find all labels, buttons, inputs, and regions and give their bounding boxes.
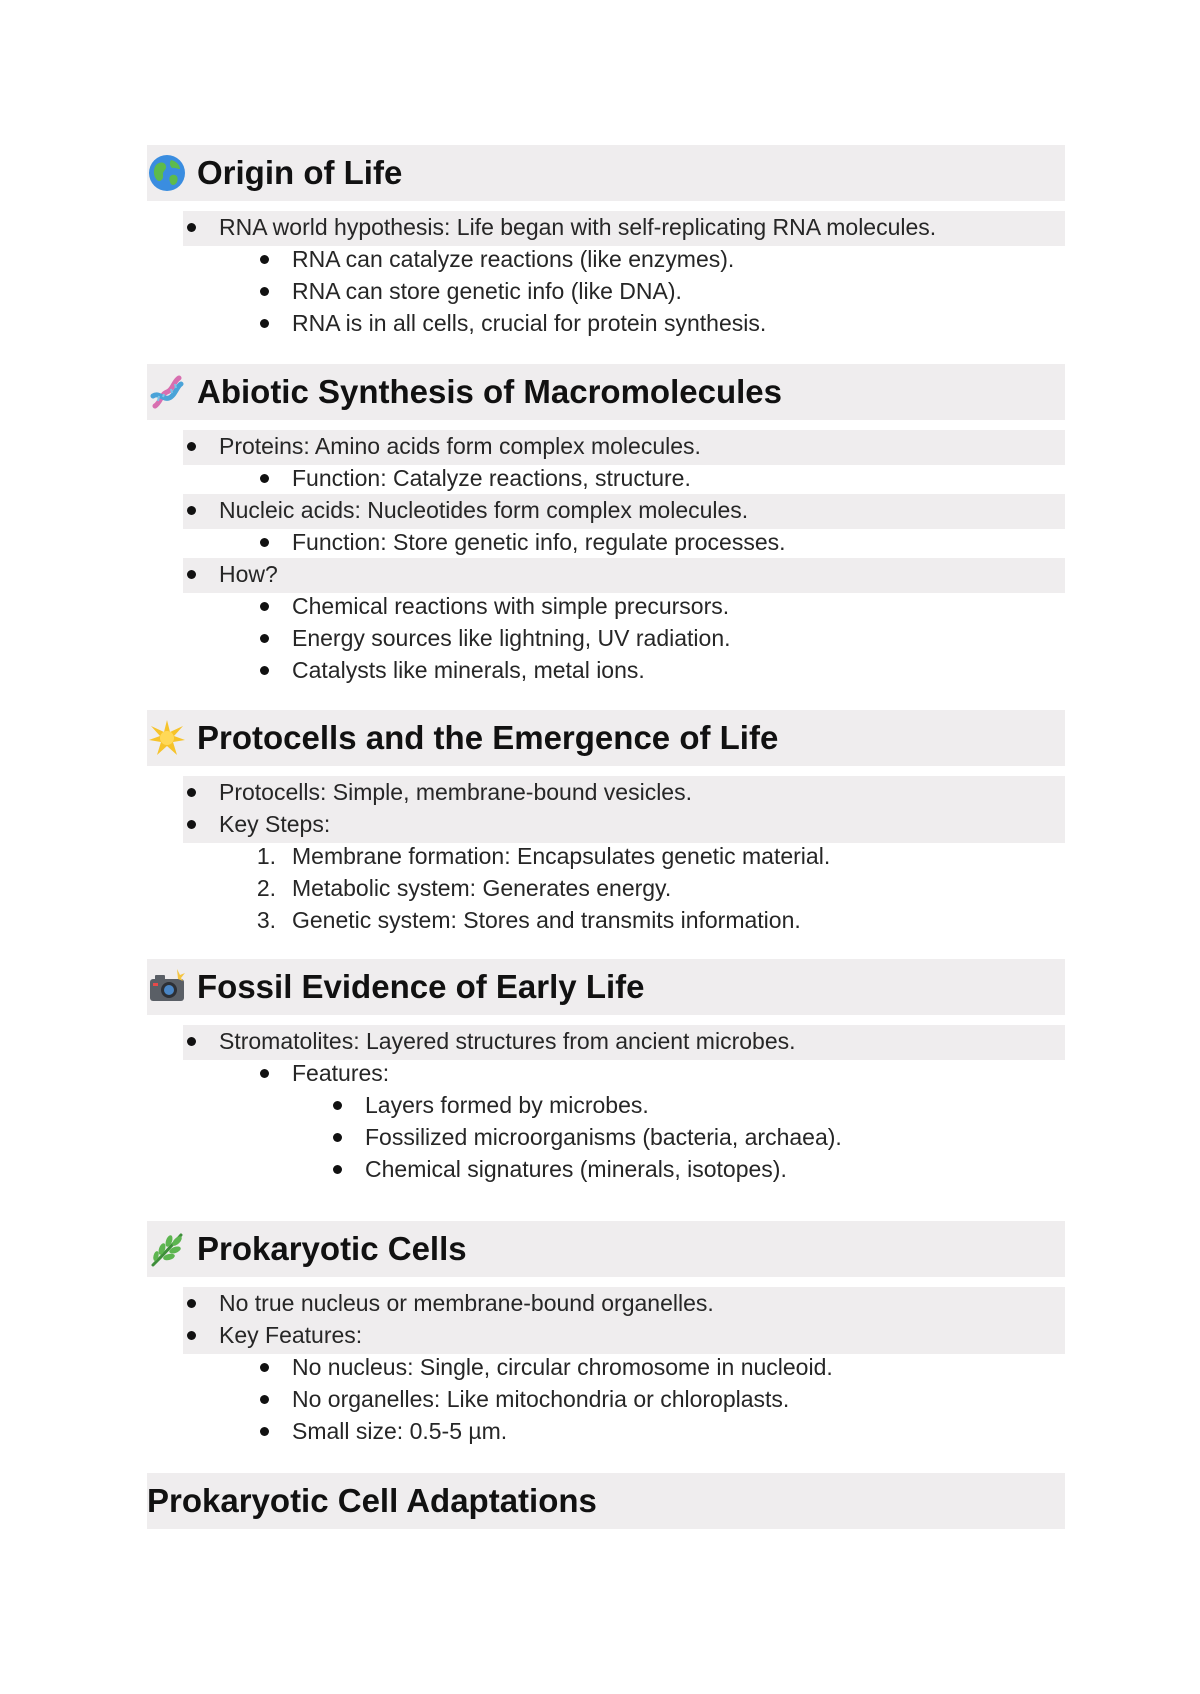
list-item: Metabolic system: Generates energy. — [292, 875, 672, 901]
bullet — [260, 1363, 269, 1372]
bullet — [260, 287, 269, 296]
bullet — [333, 1165, 342, 1174]
list-item: Membrane formation: Encapsulates genetic material. — [292, 843, 831, 869]
bullet — [260, 319, 269, 328]
list-item: Chemical signatures (minerals, isotopes). — [365, 1156, 787, 1182]
section-title: Origin of Life — [197, 154, 403, 191]
bullet — [260, 474, 269, 483]
list-number: 2. — [256, 875, 276, 901]
list-item: Function: Store genetic info, regulate processes. — [292, 529, 786, 555]
globe-icon — [147, 153, 187, 193]
section-title: Fossil Evidence of Early Life — [197, 968, 645, 1005]
bullet — [260, 634, 269, 643]
list-item: Nucleic acids: Nucleotides form complex molecules. — [219, 497, 749, 523]
dna-icon — [147, 372, 187, 412]
list-item: Key Features: — [219, 1322, 363, 1348]
list-item: Energy sources like lightning, UV radiation. — [292, 625, 731, 651]
section-title: Prokaryotic Cells — [197, 1230, 467, 1267]
bullet — [187, 223, 196, 232]
section-title: Abiotic Synthesis of Macromolecules — [197, 373, 782, 410]
list-item: No true nucleus or membrane-bound organelles. — [219, 1290, 714, 1316]
list-item: Proteins: Amino acids form complex molecules. — [219, 433, 701, 459]
list-item: Small size: 0.5-5 µm. — [292, 1418, 508, 1444]
section-heading-fossil-evidence — [147, 959, 1065, 1015]
bullet — [187, 1331, 196, 1340]
bullet — [187, 820, 196, 829]
list-item: Genetic system: Stores and transmits information. — [292, 907, 801, 933]
list-item: Key Steps: — [219, 811, 331, 837]
bullet — [260, 1427, 269, 1436]
bullet — [333, 1101, 342, 1110]
bullet — [260, 666, 269, 675]
list-item: No nucleus: Single, circular chromosome in nucleoid. — [292, 1354, 833, 1380]
section-title: Protocells and the Emergence of Life — [197, 719, 779, 756]
bullet — [187, 570, 196, 579]
section-heading-protocells — [147, 710, 1065, 766]
list-item: Layers formed by microbes. — [365, 1092, 649, 1118]
list-item: Chemical reactions with simple precursors. — [292, 593, 730, 619]
bullet — [260, 255, 269, 264]
bullet — [187, 788, 196, 797]
bullet — [187, 1037, 196, 1046]
list-number: 3. — [256, 907, 276, 933]
list-item: Protocells: Simple, membrane-bound vesicles. — [219, 779, 692, 805]
glowing-star-icon — [147, 718, 187, 758]
bullet — [260, 602, 269, 611]
highlight-band — [183, 558, 1065, 593]
bullet — [187, 1299, 196, 1308]
list-number: 1. — [256, 843, 276, 869]
list-item: Fossilized microorganisms (bacteria, archaea). — [365, 1124, 842, 1150]
list-item: Catalysts like minerals, metal ions. — [292, 657, 645, 683]
bullet — [187, 506, 196, 515]
list-item: RNA is in all cells, crucial for protein synthesis. — [292, 310, 767, 336]
section-heading-prokaryotic-cells — [147, 1221, 1065, 1277]
bullet — [187, 442, 196, 451]
bullet — [260, 1395, 269, 1404]
list-item: No organelles: Like mitochondria or chloroplasts. — [292, 1386, 790, 1412]
section-heading-prokaryotic-cell-adaptations — [147, 1473, 1065, 1529]
list-item: RNA world hypothesis: Life began with self-replicating RNA molecules. — [219, 214, 937, 240]
section-heading-origin-of-life — [147, 145, 1065, 201]
list-item: RNA can catalyze reactions (like enzymes). — [292, 246, 735, 272]
herb-icon — [147, 1229, 187, 1269]
bullet — [333, 1133, 342, 1142]
section-heading-abiotic-synthesis — [147, 364, 1065, 420]
section-title: Prokaryotic Cell Adaptations — [147, 1482, 597, 1519]
camera-flash-icon — [147, 967, 187, 1007]
bullet — [260, 1069, 269, 1078]
list-item: RNA can store genetic info (like DNA). — [292, 278, 682, 304]
list-item: Function: Catalyze reactions, structure. — [292, 465, 691, 491]
list-item: Features: — [292, 1060, 390, 1086]
list-item: How? — [219, 561, 278, 587]
bullet — [260, 538, 269, 547]
list-item: Stromatolites: Layered structures from ancient microbes. — [219, 1028, 796, 1054]
